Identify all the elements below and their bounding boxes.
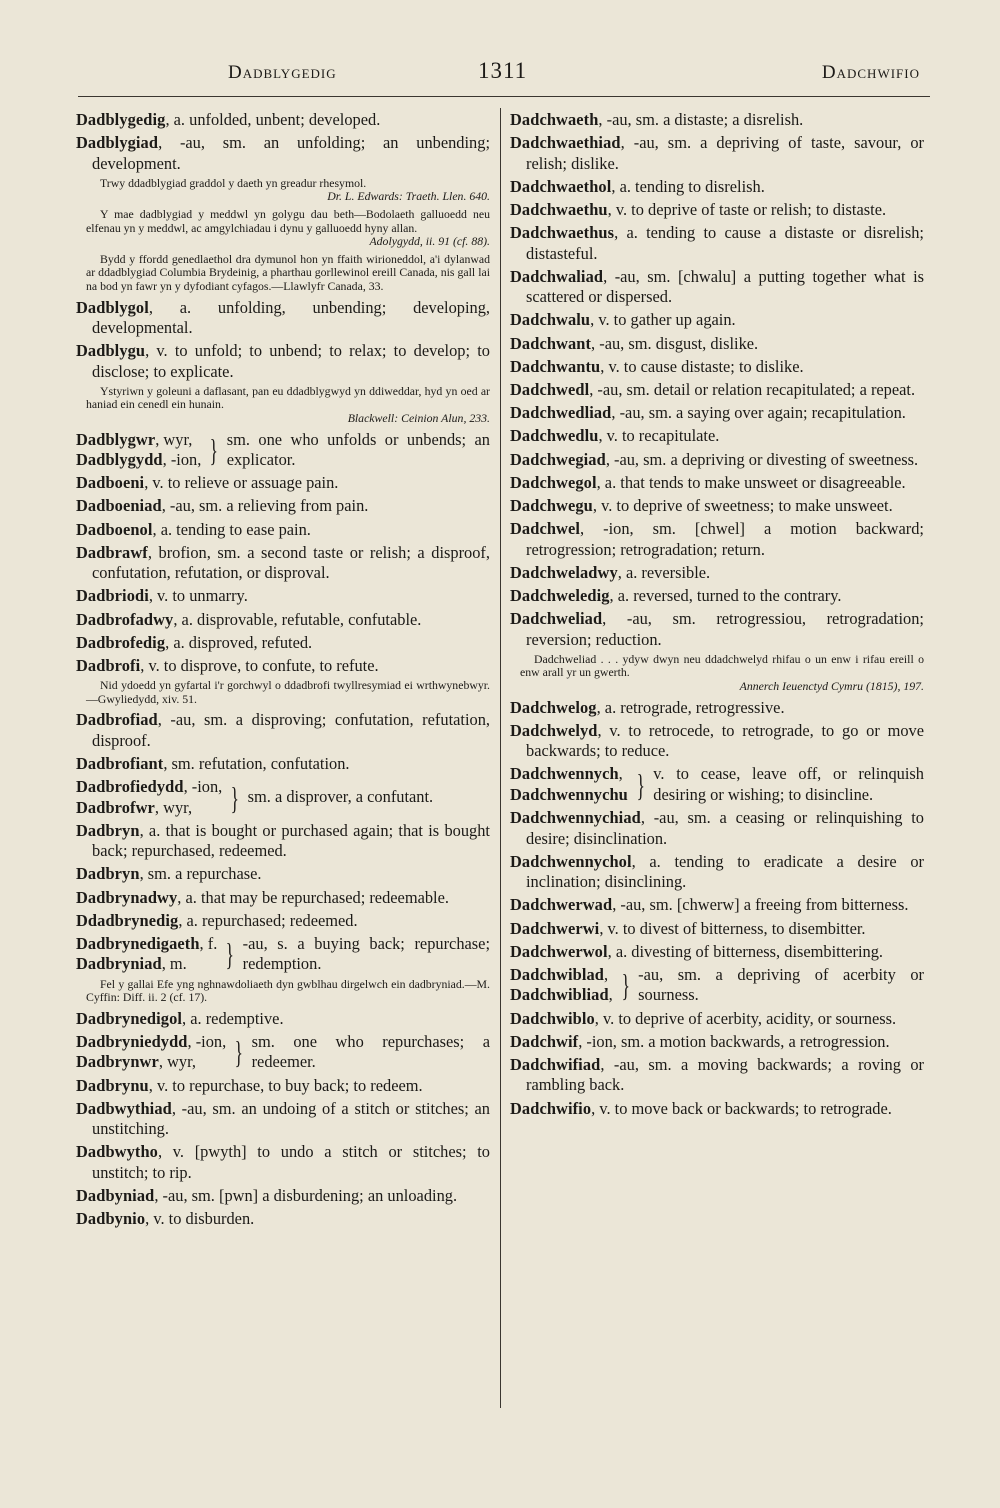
definition: , brofion, sm. a second taste or relish; a disproof, confutation, refutation, or disproval. bbox=[92, 542, 490, 583]
dictionary-entry bbox=[76, 1142, 490, 1183]
headword: Dadchwaethu bbox=[510, 200, 608, 220]
brace-symbol: } bbox=[209, 431, 219, 468]
headword-suffix: , -ion, bbox=[183, 777, 223, 797]
dictionary-entry bbox=[510, 310, 924, 330]
quote-text: Trwy ddadblygiad graddol y daeth yn greadur rhesymol. bbox=[100, 175, 367, 190]
dictionary-entry bbox=[510, 110, 924, 130]
headword: Dadbrofadwy bbox=[76, 609, 174, 629]
headword-line bbox=[76, 450, 201, 470]
citation-quote bbox=[76, 208, 490, 249]
definition: , v. [pwyth] to undo a stitch or stitches; to unstitch; to rip. bbox=[92, 1142, 490, 1182]
definition: , v. to move back or backwards; to retrograde. bbox=[591, 1098, 892, 1118]
dictionary-entry bbox=[76, 133, 490, 174]
dictionary-entry bbox=[510, 895, 924, 915]
dictionary-entry bbox=[76, 911, 490, 931]
definition: , sm. a repurchase. bbox=[139, 864, 262, 884]
brace-symbol: } bbox=[621, 967, 630, 1004]
headword: Dadbryniedydd bbox=[76, 1032, 188, 1052]
definition: , v. to disprove, to confute, to refute. bbox=[140, 656, 379, 675]
dictionary-entry bbox=[76, 864, 490, 884]
quote-text: Y mae dadblygiad y meddwl yn golygu dau beth—Bodolaeth galluoedd neu elfenau yn y meddwl, ac amgylchiadau i dynu y galluoedd hyny allan. bbox=[86, 207, 490, 235]
definition: , a. tending to disrelish. bbox=[611, 176, 765, 196]
dictionary-entry-pair bbox=[76, 777, 490, 818]
headword: Dadchwerwi bbox=[510, 918, 600, 938]
headword: Dadchwedlu bbox=[510, 426, 599, 446]
citation-quote bbox=[76, 385, 490, 426]
headword: Dadchwaliad bbox=[510, 266, 604, 286]
definition: , -au, sm. a depriving of taste, savour, or relish; dislike. bbox=[526, 133, 924, 173]
definition: , a. repurchased; redeemed. bbox=[178, 910, 358, 930]
headword: Dadchwant bbox=[510, 333, 592, 353]
definition: , -ion, sm. [chwel] a motion backward; retrogression; retrogradation; return. bbox=[526, 519, 924, 559]
headword: Dadchweladwy bbox=[510, 562, 618, 582]
headword-suffix: , m. bbox=[161, 954, 187, 974]
headword: Dadbrynedigaeth bbox=[76, 934, 200, 954]
headword: Dadblygydd bbox=[76, 449, 163, 469]
headword: Dadbrynedigol bbox=[76, 1008, 183, 1028]
dictionary-entry-pair bbox=[76, 430, 490, 471]
right-guide-word: Dadchwifio bbox=[821, 62, 920, 83]
headword-line bbox=[76, 954, 217, 974]
headword-line bbox=[76, 1052, 226, 1072]
definition: , v. to cause distaste; to dislike. bbox=[600, 356, 804, 376]
definition: , v. to deprive of sweetness; to make unsweet. bbox=[592, 496, 893, 516]
headword-line bbox=[76, 798, 222, 818]
definition: , a. that may be repurchased; redeemable. bbox=[177, 887, 449, 907]
headword: Dadchwelog bbox=[510, 697, 597, 717]
headword: Dadchwerwol bbox=[510, 941, 608, 961]
quote-source: Dr. L. Edwards: Traeth. Llen. 640. bbox=[327, 189, 490, 204]
headword-line bbox=[76, 777, 222, 797]
headword: Dadchwegol bbox=[510, 472, 597, 492]
definition: , v. to deprive of taste or relish; to distaste. bbox=[607, 200, 887, 220]
dictionary-entry bbox=[76, 543, 490, 584]
dictionary-entry bbox=[76, 821, 490, 862]
headword: Dadbrofwr bbox=[76, 797, 155, 817]
citation-quote bbox=[76, 679, 490, 706]
dictionary-entry bbox=[510, 426, 924, 446]
headword: Dadchwibliad bbox=[510, 985, 609, 1005]
dictionary-entry bbox=[76, 1009, 490, 1029]
headword-suffix: , bbox=[604, 964, 609, 984]
dictionary-entry bbox=[510, 808, 924, 849]
dictionary-entry bbox=[76, 1186, 490, 1206]
headword: Dadblygu bbox=[76, 341, 146, 361]
dictionary-entry bbox=[76, 473, 490, 493]
definition: -au, s. a buying back; repurchase; redemption. bbox=[242, 934, 490, 974]
headword: Dadbriodi bbox=[76, 586, 149, 606]
dictionary-entry bbox=[510, 403, 924, 423]
definition: , v. to repurchase, to buy back; to redeem. bbox=[148, 1075, 423, 1095]
headword-line bbox=[510, 985, 613, 1005]
headword-line bbox=[510, 965, 613, 985]
dictionary-entry bbox=[76, 298, 490, 339]
brace-symbol: } bbox=[230, 779, 240, 816]
headword: Dadchwaethol bbox=[510, 176, 612, 196]
citation-quote bbox=[76, 978, 490, 1005]
headword: Dadbrofiant bbox=[76, 754, 164, 773]
headword: Dadchwennychol bbox=[510, 851, 632, 871]
headword: Dadchwiblo bbox=[510, 1008, 595, 1028]
definition: , v. to divest of bitterness, to disembitter. bbox=[599, 918, 866, 938]
dictionary-entry-pair bbox=[76, 1032, 490, 1073]
definition: , -au, sm. a depriving or divesting of sweetness. bbox=[605, 449, 919, 469]
dictionary-entry bbox=[510, 721, 924, 762]
headword-line bbox=[76, 1032, 226, 1052]
dictionary-entry bbox=[76, 586, 490, 606]
definition: , -au, sm. an undoing of a stitch or stitches; an unstitching. bbox=[92, 1098, 490, 1139]
headword: Dadbyniad bbox=[76, 1186, 155, 1206]
running-head bbox=[78, 58, 930, 92]
dictionary-entry bbox=[510, 200, 924, 220]
definition: , v. to gather up again. bbox=[590, 310, 736, 330]
headword: Dadchwedl bbox=[510, 380, 590, 400]
quote-text: Fel y gallai Efe yng nghnawdoliaeth dyn gwblhau dirgelwch ein dadbryniad.—M. Cyffin: Diff. ii. 2 (cf. 17). bbox=[86, 976, 490, 1005]
headword: Dadchweledig bbox=[510, 586, 610, 606]
headword-suffix: , wyr, bbox=[158, 1052, 197, 1072]
headword: Dadbrynadwy bbox=[76, 887, 178, 907]
definition: , -au, sm. [pwn] a disburdening; an unloading. bbox=[154, 1186, 458, 1206]
headword: Dadchweliad bbox=[510, 609, 603, 629]
dictionary-entry bbox=[76, 110, 490, 130]
definition: sm. one who unfolds or unbends; an explicator. bbox=[226, 429, 490, 469]
dictionary-entry bbox=[510, 380, 924, 400]
definition: , v. to unfold; to unbend; to relax; to develop; to disclose; to explicate. bbox=[92, 341, 490, 381]
definition: , -au, sm. detail or relation recapitulated; a repeat. bbox=[589, 380, 916, 400]
headword: Dadchwiblad bbox=[510, 964, 605, 984]
quote-text: Nid ydoedd yn gyfartal i'r gorchwyl o ddadbrofi twyllresymiad ei wrthwynebwyr.—Gwyliedydd, xiv. 51. bbox=[86, 678, 490, 706]
headword-group bbox=[76, 430, 201, 471]
headword: Dadchwegu bbox=[510, 496, 593, 516]
definition: , -au, sm. a saying over again; recapitulation. bbox=[611, 403, 906, 423]
definition: sm. a disprover, a confutant. bbox=[247, 787, 434, 807]
citation-quote bbox=[510, 653, 924, 694]
dictionary-entry bbox=[76, 754, 490, 774]
headword: Dadbwytho bbox=[76, 1142, 158, 1162]
headword: Dadbwythiad bbox=[76, 1098, 172, 1118]
dictionary-entry bbox=[510, 1032, 924, 1052]
column-divider bbox=[500, 108, 501, 1408]
dictionary-entry bbox=[510, 1055, 924, 1096]
dictionary-entry bbox=[510, 1099, 924, 1119]
page-number: 1311 bbox=[478, 58, 528, 83]
definition: , a. retrograde, retrogressive. bbox=[596, 697, 785, 717]
dictionary-entry-pair bbox=[510, 764, 924, 805]
definition: , a. reversible. bbox=[617, 562, 711, 582]
headword: Dadblygiad bbox=[76, 133, 159, 153]
header-rule bbox=[78, 96, 930, 97]
definition: , -au, sm. a distaste; a disrelish. bbox=[598, 110, 804, 129]
headword-suffix: , bbox=[618, 764, 623, 784]
quote-source: Annerch Ieuenctyd Cymru (1815), 197. bbox=[739, 679, 924, 694]
definition: v. to cease, leave off, or relinquish desiring or wishing; to disincline. bbox=[653, 764, 924, 804]
definition: , v. to relieve or assuage pain. bbox=[144, 473, 339, 493]
definition: , v. to recapitulate. bbox=[598, 426, 720, 446]
right-column bbox=[510, 110, 924, 1122]
dictionary-entry-pair bbox=[510, 965, 924, 1006]
headword: Dadchwel bbox=[510, 519, 581, 539]
definition: , -ion, sm. a motion backwards, a retrogression. bbox=[578, 1031, 890, 1051]
headword-suffix: , wyr, bbox=[155, 429, 193, 449]
dictionary-entry bbox=[76, 888, 490, 908]
definition: , v. to retrocede, to retrograde, to go or move backwards; to reduce. bbox=[526, 720, 924, 761]
brace-symbol: } bbox=[225, 936, 235, 973]
dictionary-entry bbox=[510, 852, 924, 893]
definition: , v. to deprive of acerbity, acidity, or sourness. bbox=[594, 1008, 897, 1028]
quote-text: Ystyriwn y goleuni a daflasant, pan eu ddadblygwyd yn ddiweddar, hyd yn oed ar haniad ein cenedl ein hunain. bbox=[86, 383, 490, 412]
headword-suffix: , bbox=[608, 985, 613, 1005]
headword: Dadchwennychiad bbox=[510, 808, 641, 828]
dictionary-entry bbox=[76, 341, 490, 382]
headword: Dadchwelyd bbox=[510, 720, 598, 740]
definition: sm. one who repurchases; a redeemer. bbox=[251, 1032, 490, 1072]
dictionary-entry bbox=[510, 177, 924, 197]
quote-text: Dadchweliad . . . ydyw dwyn neu ddadchwelyd rhifau o un enw i rifau ereill o enw arall yr un gwerth. bbox=[520, 651, 924, 680]
definition: , -au, sm. [chwerw] a freeing from bitterness. bbox=[612, 895, 909, 915]
left-guide-word: Dadblygedig bbox=[228, 62, 337, 83]
dictionary-entry bbox=[510, 473, 924, 493]
definition: , a. divesting of bitterness, disembittering. bbox=[607, 941, 884, 961]
definition: , -au, sm. a relieving from pain. bbox=[161, 496, 369, 516]
definition: , a. unfolded, unbent; developed. bbox=[165, 110, 381, 129]
dictionary-entry bbox=[76, 1076, 490, 1096]
headword-line bbox=[76, 430, 201, 450]
definition: -au, sm. a depriving of acerbity or sourness. bbox=[638, 964, 924, 1005]
headword: Ddadbrynedig bbox=[76, 910, 179, 930]
dictionary-entry bbox=[510, 586, 924, 606]
headword: Dadchwantu bbox=[510, 356, 601, 376]
dictionary-entry bbox=[510, 919, 924, 939]
citation-quote bbox=[76, 177, 490, 204]
headword: Dadboenol bbox=[76, 519, 153, 539]
headword: Dadboeni bbox=[76, 473, 145, 493]
headword: Dadchwaethiad bbox=[510, 133, 621, 153]
definition: , a. tending to eradicate a desire or inclination; disinclining. bbox=[526, 851, 924, 892]
headword: Dadblygwr bbox=[76, 429, 156, 449]
headword: Dadchwaeth bbox=[510, 110, 599, 129]
quote-source: Blackwell: Ceinion Alun, 233. bbox=[347, 410, 490, 425]
headword: Dadchwalu bbox=[510, 310, 591, 330]
dictionary-entry bbox=[510, 698, 924, 718]
dictionary-entry bbox=[510, 942, 924, 962]
headword-group bbox=[510, 764, 628, 805]
dictionary-entry bbox=[510, 450, 924, 470]
dictionary-entry-pair bbox=[76, 934, 490, 975]
dictionary-entry bbox=[510, 267, 924, 308]
dictionary-entry bbox=[510, 223, 924, 264]
headword: Dadchwennychu bbox=[510, 784, 628, 804]
dictionary-entry bbox=[76, 1099, 490, 1140]
headword: Dadchwifio bbox=[510, 1098, 592, 1118]
headword: Dadbryn bbox=[76, 820, 140, 840]
definition: , -au, sm. a disproving; confutation, refutation, disproof. bbox=[92, 710, 490, 750]
dictionary-entry bbox=[76, 496, 490, 516]
definition: , a. unfolding, unbending; developing, developmental. bbox=[92, 297, 490, 337]
headword: Dadbrofiedydd bbox=[76, 777, 184, 797]
headword-line bbox=[510, 764, 628, 784]
headword: Dadbrawf bbox=[76, 542, 148, 562]
definition: , -au, sm. retrogressiou, retrogradation; reversion; reduction. bbox=[526, 609, 924, 649]
definition: , v. to unmarry. bbox=[148, 586, 248, 606]
headword: Dadchwerwad bbox=[510, 895, 613, 915]
headword: Dadbrofiad bbox=[76, 710, 158, 730]
headword-group bbox=[76, 1032, 226, 1073]
headword-group bbox=[510, 965, 613, 1006]
headword: Dadchwennych bbox=[510, 764, 619, 784]
headword: Dadbrynwr bbox=[76, 1052, 159, 1072]
definition: , -au, sm. an unfolding; an unbending; development. bbox=[92, 133, 490, 173]
headword: Dadbynio bbox=[76, 1209, 146, 1229]
brace-symbol: } bbox=[636, 766, 645, 803]
headword: Dadblygol bbox=[76, 297, 149, 317]
headword: Dadbrynu bbox=[76, 1075, 149, 1095]
headword-suffix: , wyr, bbox=[154, 797, 193, 817]
definition: , -au, sm. a ceasing or relinquishing to desire; disinclination. bbox=[526, 808, 924, 848]
definition: , sm. refutation, confutation. bbox=[163, 754, 350, 773]
definition: , a. that tends to make unsweet or disagreeable. bbox=[596, 472, 906, 492]
dictionary-entry bbox=[510, 563, 924, 583]
dictionary-entry bbox=[510, 609, 924, 650]
definition: , a. redemptive. bbox=[182, 1008, 284, 1028]
citation-quote bbox=[76, 253, 490, 294]
dictionary-entry bbox=[510, 496, 924, 516]
headword: Dadchwedliad bbox=[510, 403, 612, 423]
dictionary-entry bbox=[510, 357, 924, 377]
dictionary-entry bbox=[76, 656, 490, 676]
headword-group bbox=[76, 777, 222, 818]
dictionary-entry bbox=[76, 520, 490, 540]
headword: Dadbrofi bbox=[76, 656, 141, 675]
headword: Dadchwegiad bbox=[510, 449, 606, 469]
definition: , a. reversed, turned to the contrary. bbox=[609, 586, 842, 606]
definition: , a. tending to ease pain. bbox=[152, 519, 311, 539]
headword: Dadchwifiad bbox=[510, 1054, 601, 1074]
definition: , -au, sm. disgust, dislike. bbox=[591, 333, 759, 353]
headword: Dadchwif bbox=[510, 1031, 579, 1051]
headword: Dadboeniad bbox=[76, 496, 162, 516]
dictionary-entry bbox=[76, 633, 490, 653]
headword: Dadchwaethus bbox=[510, 223, 615, 243]
headword: Dadbryn bbox=[76, 864, 140, 884]
definition: , -au, sm. a moving backwards; a roving or rambling back. bbox=[526, 1054, 924, 1095]
definition: , v. to disburden. bbox=[145, 1209, 255, 1229]
dictionary-entry bbox=[76, 710, 490, 751]
dictionary-entry bbox=[76, 610, 490, 630]
headword-suffix: , f. bbox=[199, 934, 218, 954]
brace-symbol: } bbox=[234, 1034, 244, 1071]
definition: , a. disprovable, refutable, confutable. bbox=[173, 609, 422, 629]
quote-text: Bydd y ffordd genedlaethol dra dymunol hon yn ffaith wirioneddol, a'i dylanwad ar ddadblygiad Columbia Brydeinig, a pharthau gorllewinol ereill Canada, nis gall lai na bod yn fawr yn y dyfodiant cyfagos.—Llawlyfr Canada, 33. bbox=[86, 251, 490, 293]
definition: , a. that is bought or purchased again; that is bought back; repurchased, redeemed. bbox=[92, 820, 490, 861]
definition: , a. disproved, refuted. bbox=[165, 632, 313, 652]
definition: , a. tending to cause a distaste or disrelish; distasteful. bbox=[526, 223, 924, 263]
left-column bbox=[76, 110, 490, 1232]
quote-source: Adolygydd, ii. 91 (cf. 88). bbox=[369, 234, 490, 249]
headword: Dadbryniad bbox=[76, 954, 162, 974]
dictionary-entry bbox=[510, 334, 924, 354]
definition: , -au, sm. [chwalu] a putting together what is scattered or dispersed. bbox=[526, 266, 924, 307]
headword-suffix: , -ion, bbox=[162, 449, 202, 469]
headword-line bbox=[76, 934, 217, 954]
headword-group bbox=[76, 934, 217, 975]
dictionary-entry bbox=[76, 1209, 490, 1229]
dictionary-entry bbox=[510, 1009, 924, 1029]
headword-line bbox=[510, 785, 628, 805]
dictionary-entry bbox=[510, 133, 924, 174]
headword: Dadbrofedig bbox=[76, 632, 166, 652]
headword-suffix: , -ion, bbox=[187, 1032, 227, 1052]
headword: Dadblygedig bbox=[76, 110, 166, 129]
dictionary-entry bbox=[510, 519, 924, 560]
